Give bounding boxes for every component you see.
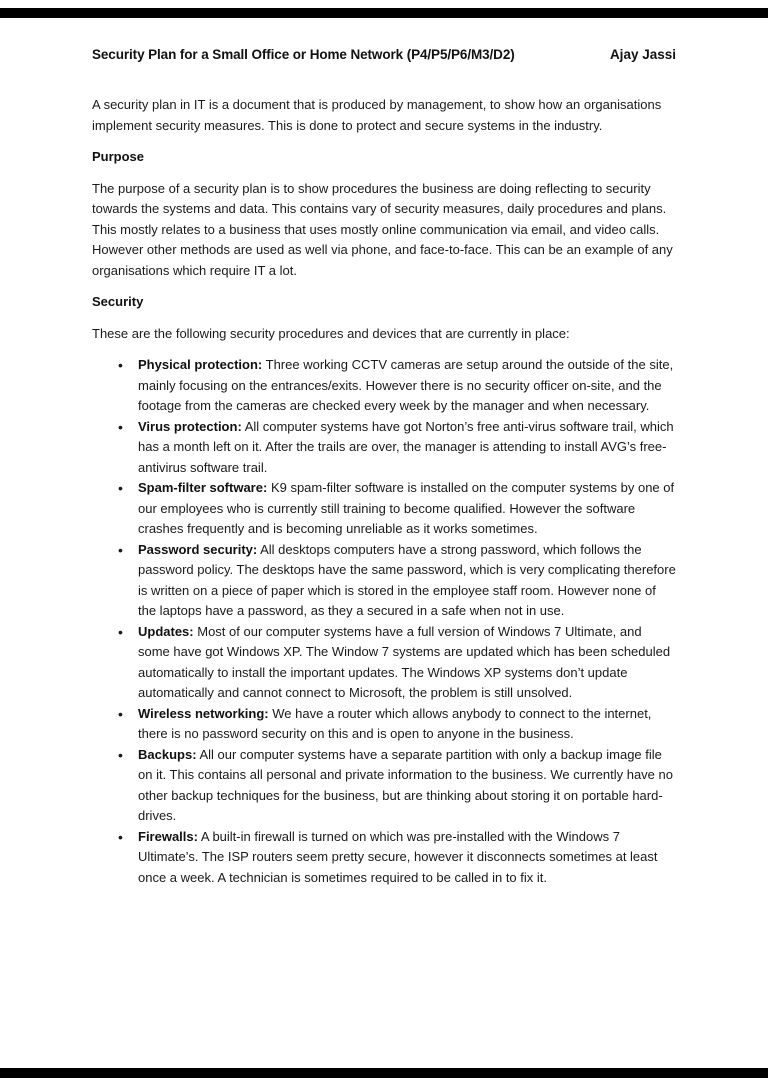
bullet-text: Most of our computer systems have a full version of Windows 7 Ultimate, and some have got Windows XP. The Window 7 systems are updated which has been scheduled automatically to install the important updates. The Windows XP systems don’t update automatically and cannot connect to Microsoft, the problem is still unsolved. bbox=[138, 623, 671, 700]
bullet-label: Password security: bbox=[138, 541, 258, 557]
bullet-label: Physical protection: bbox=[138, 357, 263, 372]
security-bullet-list bbox=[92, 355, 676, 888]
bullet-text: All desktops computers have a strong password, which follows the password policy. The desktops have the same password, which is very complicating therefore is written on a piece of paper which is stored in the employee staff room. However none of the laptops have a password, as they a secured in a safe when not in use. bbox=[138, 541, 676, 618]
bullet-label: Firewalls: bbox=[138, 828, 198, 844]
bottom-letterbox-bar bbox=[0, 1068, 768, 1078]
bullet-text: Three working CCTV cameras are setup around the outside of the site, mainly focusing on the entrances/exits. However there is no security officer on-site, and the footage from the cameras are checked every week by the manager and when necessary. bbox=[138, 357, 674, 413]
purpose-paragraph: The purpose of a security plan is to show procedures the business are doing reflecting to security towards the systems and data. This contains vary of security measures, daily procedures and plans. This mostly relates to a business that uses mostly online communication via email, and video calls. However other methods are used as well via phone, and face-to-face. This can be an example of any organisations which require IT a lot. bbox=[92, 180, 673, 278]
bullet-text: All our computer systems have a separate partition with only a backup image file on it. This contains all personal and private information to the business. We currently have no other backup techniques for the business, but are thinking about storing it on portable hard-drives. bbox=[138, 746, 673, 823]
bullet-label: Updates: bbox=[138, 623, 194, 639]
bullet-text: All computer systems have got Norton’s free anti-virus software trail, which has a month left on it. After the trails are over, the manager is attending to install AVG’s free-antivirus software trail. bbox=[138, 418, 674, 475]
bullet-virus-protection bbox=[92, 417, 676, 479]
bullet-label: Backups: bbox=[138, 746, 197, 762]
security-intro-paragraph: These are the following security procedures and devices that are currently in place: bbox=[92, 325, 570, 341]
bullet-text: A built-in firewall is turned on which was pre-installed with the Windows 7 Ultimate’s. The ISP routers seem pretty secure, however it disconnects sometimes at least once a week. A technician is sometimes required to be called in to fix it. bbox=[138, 828, 658, 885]
bullet-password-security bbox=[92, 540, 676, 622]
bullet-backups bbox=[92, 745, 676, 827]
bullet-firewalls bbox=[92, 827, 676, 889]
bullet-updates bbox=[92, 622, 676, 704]
bullet-physical-protection bbox=[92, 355, 676, 417]
bullet-spam-filter-software bbox=[92, 478, 676, 540]
bullet-label: Wireless networking: bbox=[138, 705, 269, 721]
intro-paragraph: A security plan in IT is a document that is produced by management, to show how an organisations implement security measures. This is done to protect and secure systems in the industry. bbox=[92, 97, 662, 133]
bullet-label: Spam-filter software: bbox=[138, 480, 268, 495]
document-title: Security Plan for a Small Office or Home Network (P4/P5/P6/M3/D2) bbox=[92, 47, 515, 62]
document-author: Ajay Jassi bbox=[609, 47, 676, 62]
document-header bbox=[92, 47, 676, 62]
bullet-wireless-networking bbox=[92, 704, 676, 745]
purpose-heading: Purpose bbox=[92, 149, 145, 164]
bullet-text: We have a router which allows anybody to connect to the internet, there is no password security on this and is open to anyone in the business. bbox=[138, 705, 652, 741]
bullet-text: K9 spam-filter software is installed on the computer systems by one of our employees who is currently still training to become qualified. However the software crashes frequently and is becoming unreliable as it works sometimes. bbox=[138, 480, 675, 536]
bullet-label: Virus protection: bbox=[138, 418, 242, 434]
security-heading: Security bbox=[92, 294, 144, 309]
